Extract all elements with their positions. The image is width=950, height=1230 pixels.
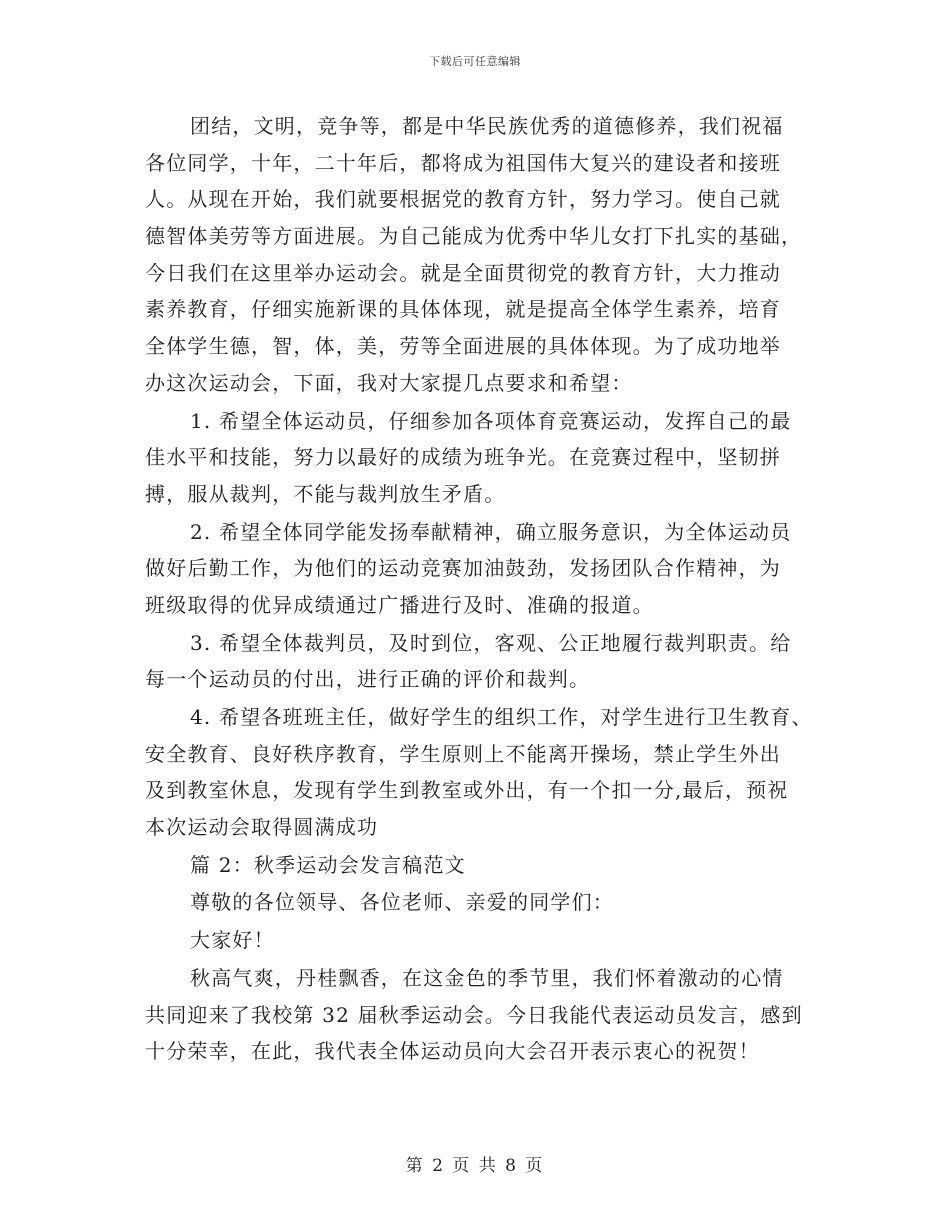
section-title: 篇 2：秋季运动会发言稿范文: [190, 852, 466, 877]
section-heading: [145, 847, 865, 884]
text-line: 1. 希望全体运动员，仔细参加各项体育竞赛运动，发挥自己的最: [190, 408, 792, 433]
paragraph-item-4: [145, 699, 865, 846]
text-line: 全体学生德，智，体，美，劳等全面进展的具体体现。为了成功地举: [145, 334, 781, 359]
text-line: 2. 希望全体同学能发扬奉献精神，确立服务意识，为全体运动员: [190, 519, 792, 544]
document-body: [145, 108, 865, 1071]
text-line: 做好后勤工作，为他们的运动竞赛加油鼓劲，发扬团队合作精神，为: [145, 556, 781, 581]
text-line: 班级取得的优异成绩通过广播进行及时、准确的报道。: [145, 592, 654, 617]
page-number-footer: 第 2 页 共 8 页: [405, 1156, 545, 1176]
paragraph-item-1: [145, 403, 865, 513]
text-line: 3. 希望全体裁判员，及时到位，客观、公正地履行裁判职责。给: [190, 630, 792, 655]
header-note: 下载后可任意编辑: [429, 55, 521, 68]
text-line: 共同迎来了我校第 32 届秋季运动会。今日我能代表运动员发言，感到: [145, 1002, 803, 1027]
paragraph-item-2: [145, 514, 865, 624]
text-line: 每一个运动员的付出，进行正确的评价和裁判。: [145, 667, 591, 692]
text-line: 团结，文明，竞争等，都是中华民族优秀的道德修养，我们祝福: [190, 114, 784, 138]
paragraph-opening: [145, 108, 865, 402]
paragraph-item-3: [145, 625, 865, 698]
text-line: 人。从现在开始，我们就要根据党的教育方针，努力学习。使自己就: [145, 187, 781, 212]
text-line: 搏，服从裁判，不能与裁判放生矛盾。: [145, 481, 506, 506]
text-line: 尊敬的各位领导、各位老师、亲爱的同学们：: [190, 890, 614, 915]
text-line: 安全教育、良好秩序教育，学生原则上不能离开操场，禁止学生外出: [145, 741, 781, 766]
text-line: 本次运动会取得圆满成功: [145, 815, 379, 840]
paragraph-speech: [145, 960, 865, 1070]
text-line: 大家好！: [190, 928, 275, 953]
text-line: 素养教育，仔细实施新课的具体体现，就是提高全体学生素养，培育: [145, 297, 781, 322]
text-line: 今日我们在这里举办运动会。就是全面贯彻党的教育方针，大力推动: [145, 260, 781, 285]
text-line: 办这次运动会，下面，我对大家提几点要求和希望：: [145, 370, 633, 395]
text-line: 德智体美劳等方面进展。为自己能成为优秀中华儿女打下扎实的基础，: [145, 224, 803, 249]
greeting: [145, 922, 865, 959]
text-line: 十分荣幸，在此，我代表全体运动员向大会召开表示衷心的祝贺！: [145, 1039, 760, 1064]
text-line: 佳水平和技能，努力以最好的成绩为班争光。在竞赛过程中，坚韧拼: [145, 445, 781, 470]
text-line: 秋高气爽，丹桂飘香，在这金色的季节里，我们怀着激动的心情: [190, 965, 784, 990]
text-line: 及到教室休息，发现有学生到教室或外出，有一个扣一分,最后，预祝: [145, 778, 789, 803]
salutation: [145, 884, 865, 921]
text-line: 各位同学，十年，二十年后，都将成为祖国伟大复兴的建设者和接班: [145, 150, 781, 175]
text-line: 4. 希望各班班主任，做好学生的组织工作，对学生进行卫生教育、: [190, 705, 813, 729]
